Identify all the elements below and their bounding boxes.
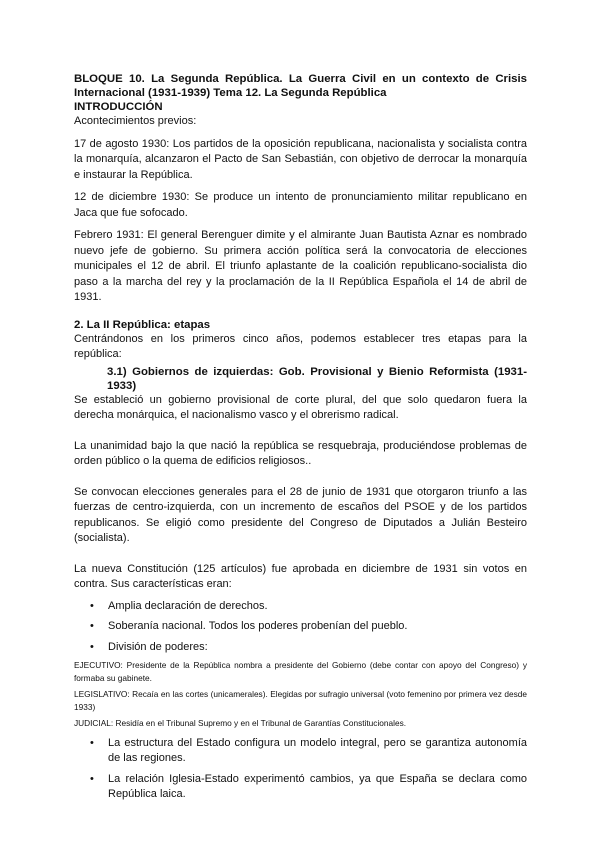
sub-paragraph: La unanimidad bajo la que nació la república se resquebraja, produciéndose problemas de orden público o la quema de edificios religiosos.. — [74, 439, 527, 467]
bullet-icon: • — [90, 640, 94, 653]
sub-paragraph: La nueva Constitución (125 artículos) fue aprobada en diciembre de 1931 sin votos en contra. Sus características eran: — [74, 562, 527, 590]
intro-paragraph: 17 de agosto 1930: Los partidos de la oposición republicana, nacionalista y socialista contra la monarquía, alcanzaron el Pacto de San Sebastián, con objetivo de derrocar la monarquía e instaurar la República. — [74, 137, 527, 181]
constitution-list-2 — [74, 736, 527, 803]
intro-subheading: Acontecimientos previos: — [74, 115, 197, 127]
subsection-heading: 3.1) Gobiernos de izquierdas: Gob. Provisional y Bienio Reformista (1931-1933) — [107, 365, 527, 392]
list-item — [74, 736, 527, 767]
power-judicial: JUDICIAL: Residía en el Tribunal Supremo y en el Tribunal de Garantías Constitucionales. — [74, 718, 407, 728]
sub-paragraph: Se estableció un gobierno provisional de corte plural, del que solo quedaron fuera la derecha monárquica, el nacionalismo vasco y el obrerismo radical. — [74, 393, 527, 421]
section2-intro: Centrándonos en los primeros cinco años, podemos establecer tres etapas para la república: — [74, 332, 527, 360]
bullet-icon: • — [90, 772, 94, 785]
list-item — [74, 772, 527, 803]
document-page — [74, 73, 527, 803]
bullet-icon: • — [90, 620, 94, 632]
power-ejecutivo: EJECUTIVO: Presidente de la República nombra a presidente del Gobierno (debe contar con apoyo del Congreso) y formaba su gabinete. — [74, 660, 527, 683]
intro-paragraph: Febrero 1931: El general Berenguer dimite y el almirante Juan Bautista Aznar es nombrado nuevo jefe de gobierno. Su primera acción política será la convocatoria de elecciones municipales el 12 de abril. El triunfo aplastante de la coalición republicano-socialista dio paso a la marcha del rey y la proclamación de la II República Española el 14 de abril de 1931. — [74, 229, 527, 303]
list-item-text: Amplia declaración de derechos. — [108, 599, 268, 612]
intro-heading: INTRODUCCIÓN — [74, 101, 163, 113]
list-item-text: La relación Iglesia-Estado experimentó cambios, ya que España se declara como República laica. — [108, 772, 527, 800]
list-item-text: Soberanía nacional. Todos los poderes probenían del pueblo. — [108, 620, 408, 632]
list-item-text: División de poderes: — [108, 640, 208, 653]
power-legislativo: LEGISLATIVO: Recaía en las cortes (unicamerales). Elegidas por sufragio universal (voto femenino por primera vez desde 1933) — [74, 689, 527, 712]
list-item — [74, 619, 527, 635]
bullet-icon: • — [90, 599, 94, 612]
list-item — [74, 640, 527, 656]
sub-paragraph: Se convocan elecciones generales para el 28 de junio de 1931 que otorgaron triunfo a las fuerzas de centro-izquierda, con un incremento de escaños del PSOE y de los partidos republicanos. Se eligió como presidente del Congreso de Diputados a Julián Besteiro (socialista). — [74, 485, 527, 544]
intro-paragraph: 12 de diciembre 1930: Se produce un intento de pronunciamiento militar republicano en Jaca que fue sofocado. — [74, 191, 527, 219]
list-item — [74, 599, 527, 615]
constitution-list — [74, 599, 527, 656]
document-title: BLOQUE 10. La Segunda República. La Guerra Civil en un contexto de Crisis Internacional (1931-1939) Tema 12. La Segunda República — [74, 73, 527, 99]
section2-heading: 2. La II República: etapas — [74, 318, 211, 331]
bullet-icon: • — [90, 736, 94, 749]
list-item-text: La estructura del Estado configura un modelo integral, pero se garantiza autonomía de las regiones. — [108, 736, 527, 764]
